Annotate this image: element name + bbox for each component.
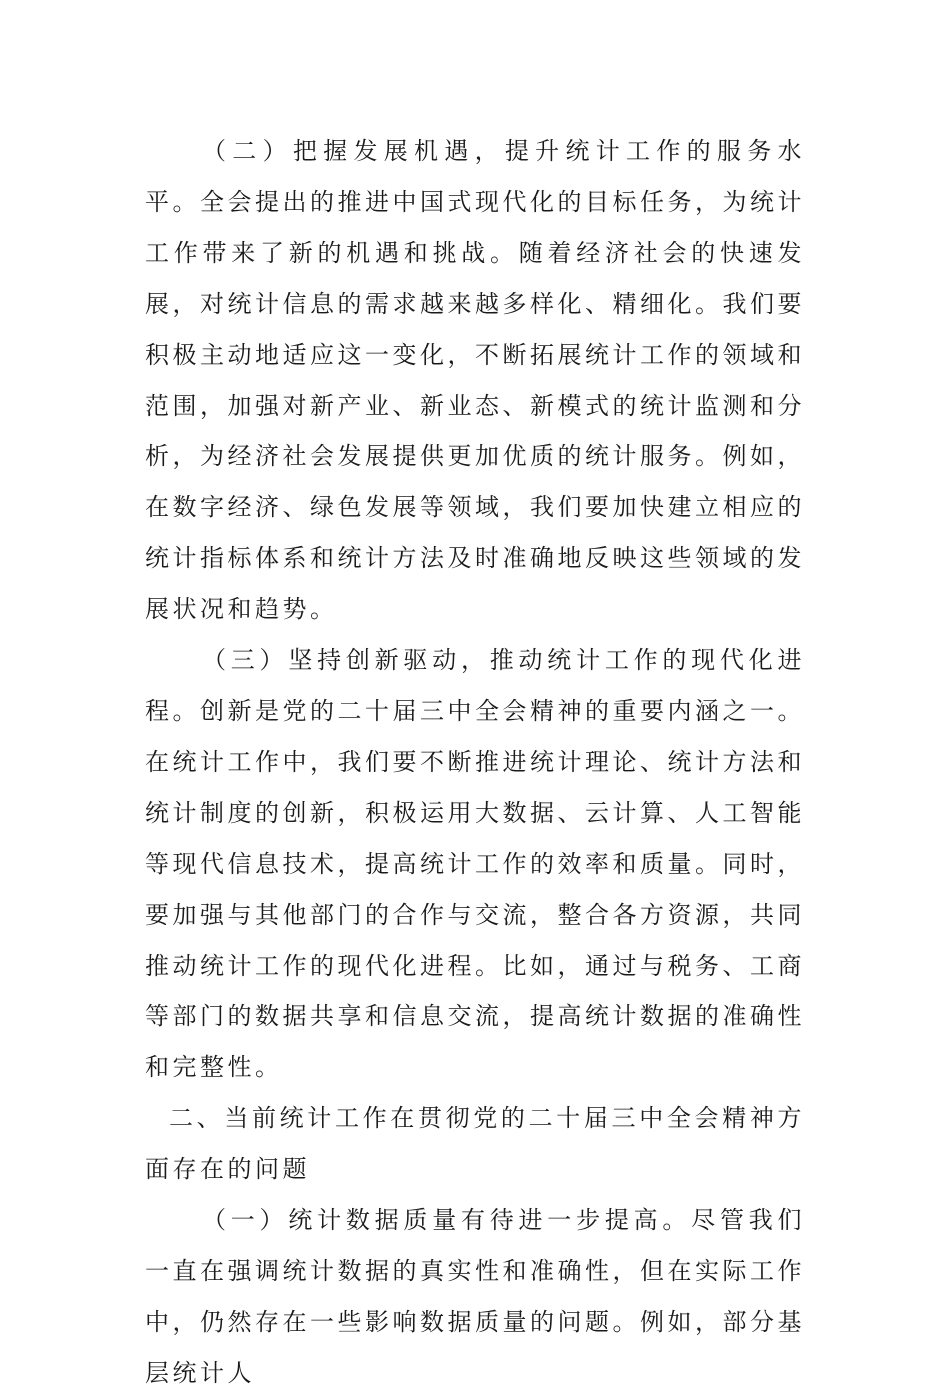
document-body xyxy=(145,126,805,1399)
paragraph-seize-opportunities: （二）把握发展机遇，提升统计工作的服务水平。全会提出的推进中国式现代化的目标任务，为统计工作带来了新的机遇和挑战。随着经济社会的快速发展，对统计信息的需求越来越多样化、精细化。我们要积极主动地适应这一变化，不断拓展统计工作的领域和范围，加强对新产业、新业态、新模式的统计监测和分析，为经济社会发展提供更加优质的统计服务。例如，在数字经济、绿色发展等领域，我们要加快建立相应的统计指标体系和统计方法及时准确地反映这些领域的发展状况和趋势。 xyxy=(145,137,805,624)
paragraph-data-quality: （一）统计数据质量有待进一步提高。尽管我们一直在强调统计数据的真实性和准确性，但在实际工作中，仍然存在一些影响数据质量的问题。例如，部分基层统计人 xyxy=(145,1206,805,1387)
paragraph-innovation-driven: （三）坚持创新驱动，推动统计工作的现代化进程。创新是党的二十届三中全会精神的重要内涵之一。在统计工作中，我们要不断推进统计理论、统计方法和统计制度的创新，积极运用大数据、云计算、人工智能等现代信息技术，提高统计工作的效率和质量。同时，要加强与其他部门的合作与交流，整合各方资源，共同推动统计工作的现代化进程。比如，通过与税务、工商等部门的数据共享和信息交流，提高统计数据的准确性和完整性。 xyxy=(145,646,805,1082)
section-heading-existing-problems: 二、当前统计工作在贯彻党的二十届三中全会精神方面存在的问题 xyxy=(145,1104,805,1184)
